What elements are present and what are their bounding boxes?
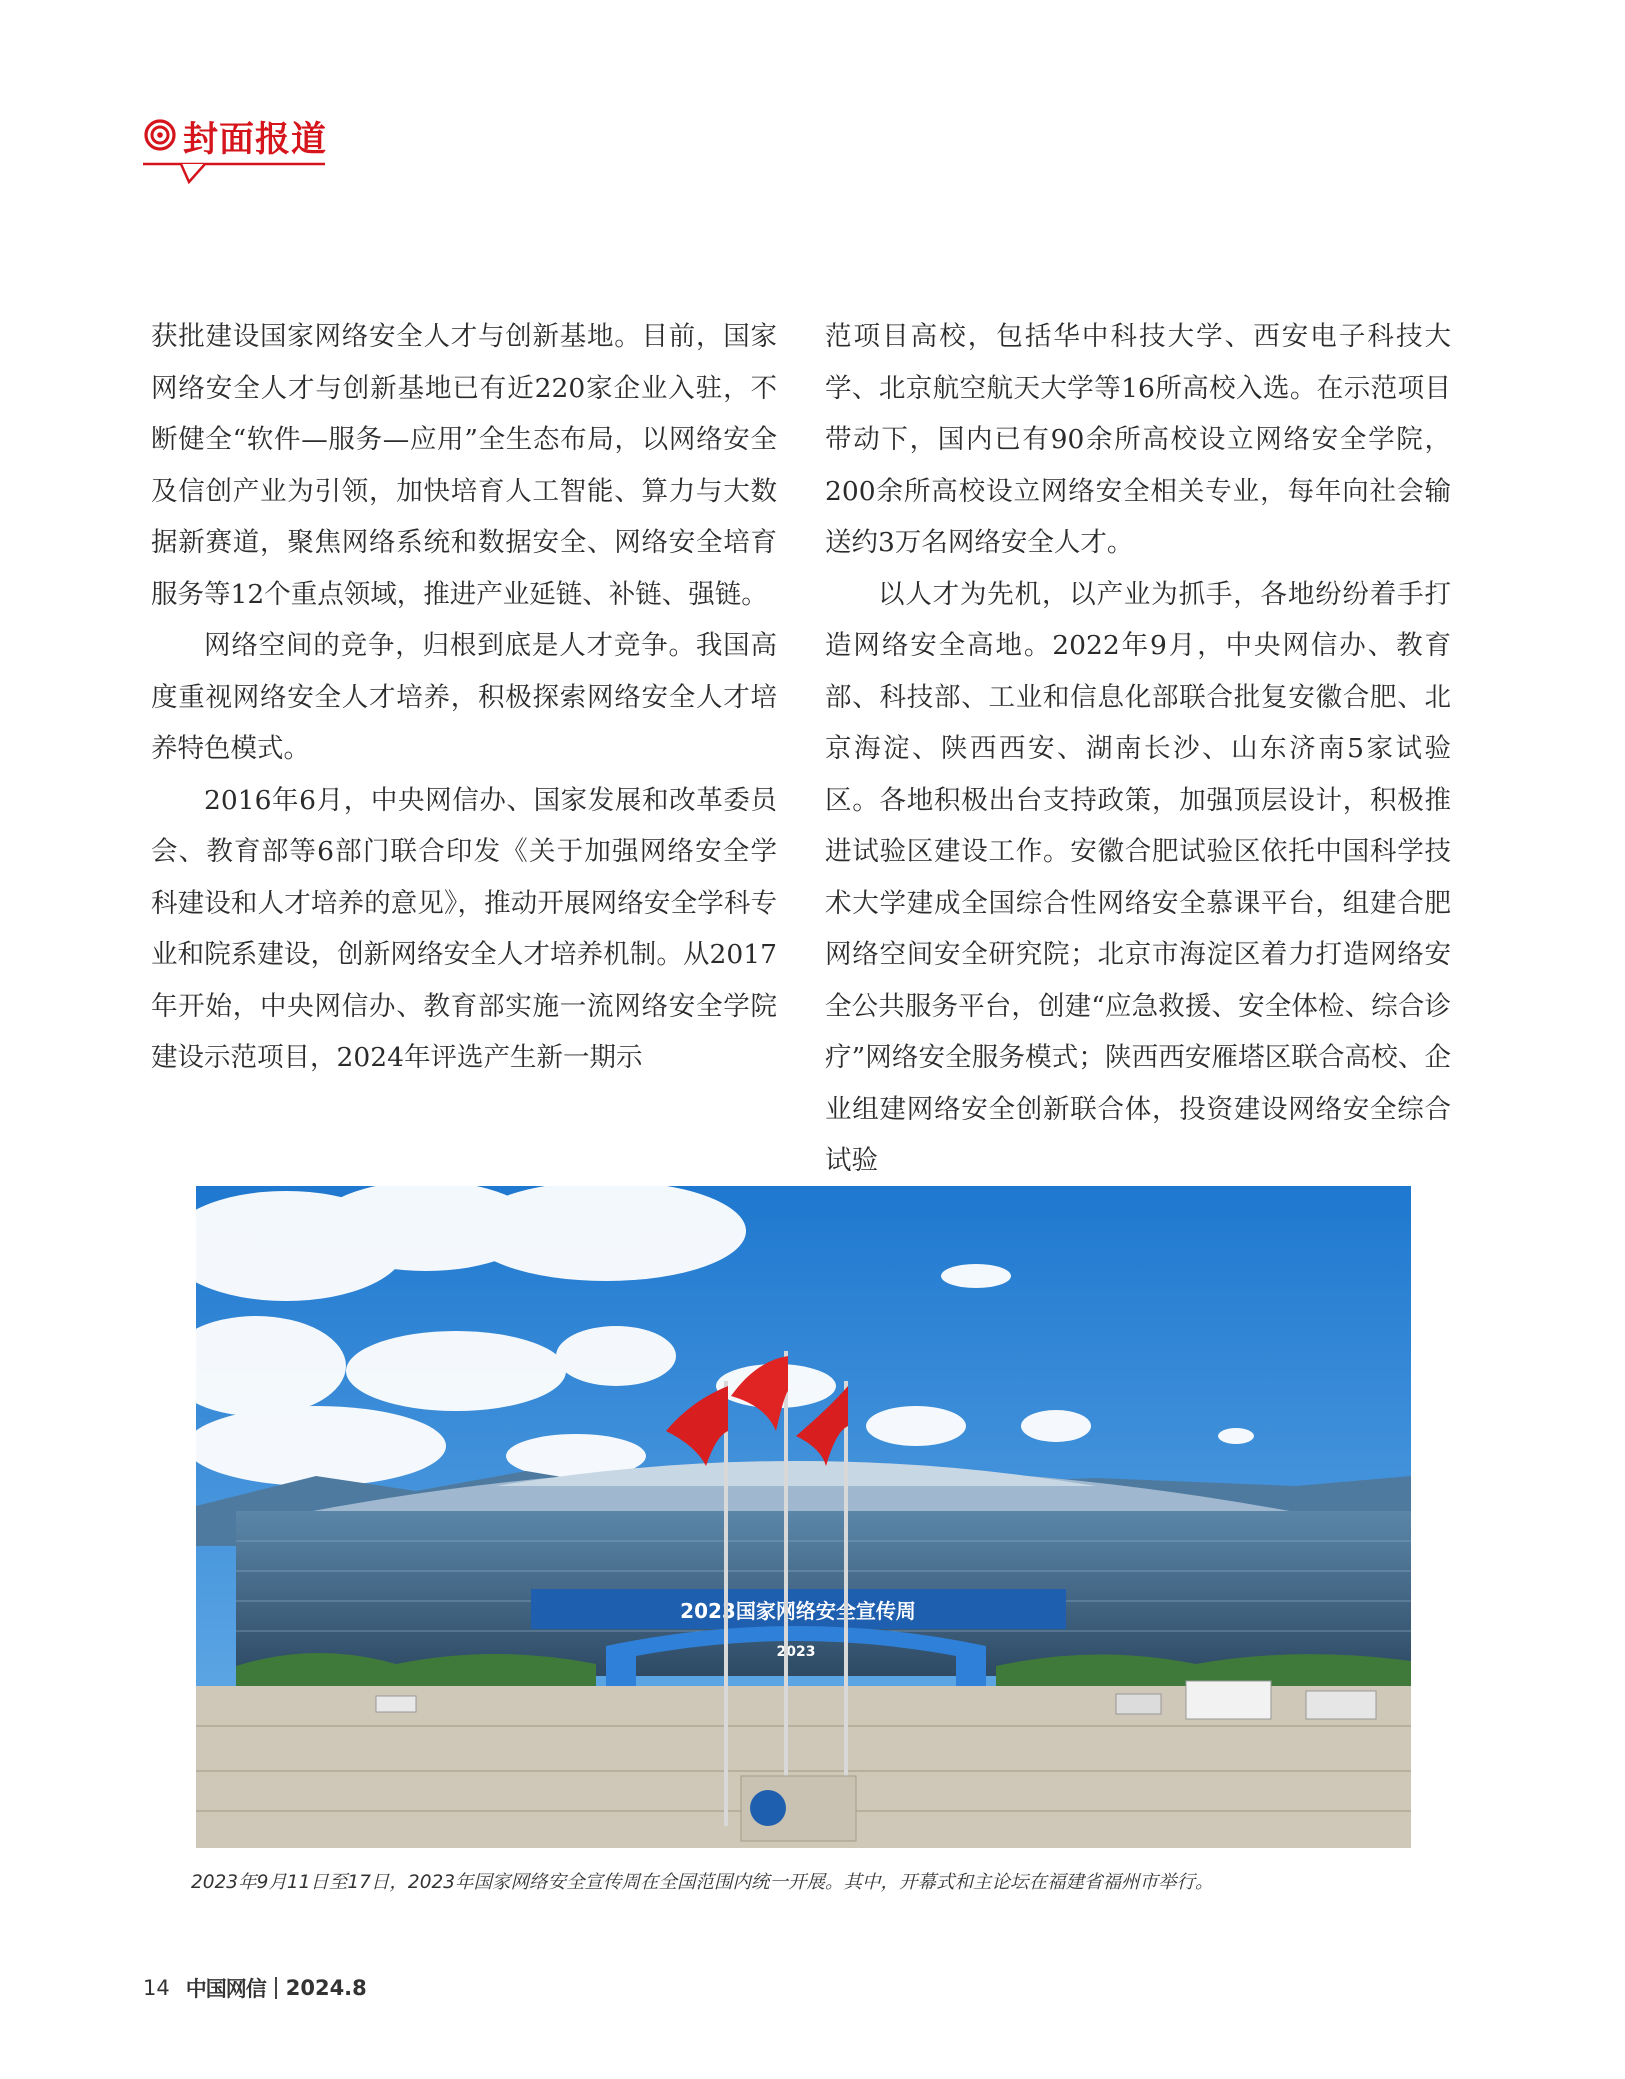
article-column-left — [151, 311, 777, 1084]
paragraph: 以人才为先机，以产业为抓手，各地纷纷着手打造网络安全高地。2022年9月，中央网信办、教育部、科技部、工业和信息化部联合批复安徽合肥、北京海淀、陕西西安、湖南长沙、山东济南5家试验区。各地积极出台支持政策，加强顶层设计，积极推进试验区建设工作。安徽合肥试验区依托中国科学技术大学建成全国综合性网络安全慕课平台，组建合肥网络空间安全研究院；北京市海淀区着力打造网络安全公共服务平台，创建“应急救援、安全体检、综合诊疗”网络安全服务模式；陕西西安雁塔区联合高校、企业组建网络安全创新联合体，投资建设网络安全综合试验 — [825, 578, 1451, 1176]
event-photo — [196, 1186, 1411, 1848]
footer-divider — [275, 1977, 277, 1999]
section-title: 封面报道 — [183, 120, 328, 160]
photo-caption: 2023年9月11日至17日，2023年国家网络安全宣传周在全国范围内统一开展。其中，开幕式和主论坛在福建省福州市举行。 — [191, 1872, 1214, 1893]
section-underline — [143, 158, 325, 186]
swirl-icon — [143, 118, 177, 152]
magazine-name: 中国网信 — [185, 1977, 266, 2001]
banner-text: 2023国家网络安全宣传周 — [680, 1599, 916, 1623]
stadium-photo-illustration — [196, 1186, 1411, 1848]
issue-number: 2024.8 — [285, 1976, 367, 2000]
arch-text: 2023 — [776, 1644, 816, 1660]
paragraph: 2016年6月，中央网信办、国家发展和改革委员会、教育部等6部门联合印发《关于加强网络安全学科建设和人才培养的意见》，推动开展网络安全学科专业和院系建设，创新网络安全人才培养机制。从2017年开始，中央网信办、教育部实施一流网络安全学院建设示范项目，2024年评选产生新一期示 — [151, 784, 777, 1073]
page-number: 14 — [143, 1976, 170, 2000]
paragraph: 范项目高校，包括华中科技大学、西安电子科技大学、北京航空航天大学等16所高校入选。在示范项目带动下，国内已有90余所高校设立网络安全学院，200余所高校设立网络安全相关专业，每年向社会输送约3万名网络安全人才。 — [825, 321, 1451, 558]
paragraph: 网络空间的竞争，归根到底是人才竞争。我国高度重视网络安全人才培养，积极探索网络安全人才培养特色模式。 — [151, 630, 777, 764]
article-column-right — [825, 311, 1451, 1187]
paragraph: 获批建设国家网络安全人才与创新基地。目前，国家网络安全人才与创新基地已有近220家企业入驻，不断健全“软件—服务—应用”全生态布局，以网络安全及信创产业为引领，加快培育人工智能、算力与大数据新赛道，聚焦网络系统和数据安全、网络安全培育服务等12个重点领域，推进产业延链、补链、强链。 — [151, 321, 777, 610]
page-footer — [143, 1973, 367, 2003]
section-header — [143, 108, 328, 178]
